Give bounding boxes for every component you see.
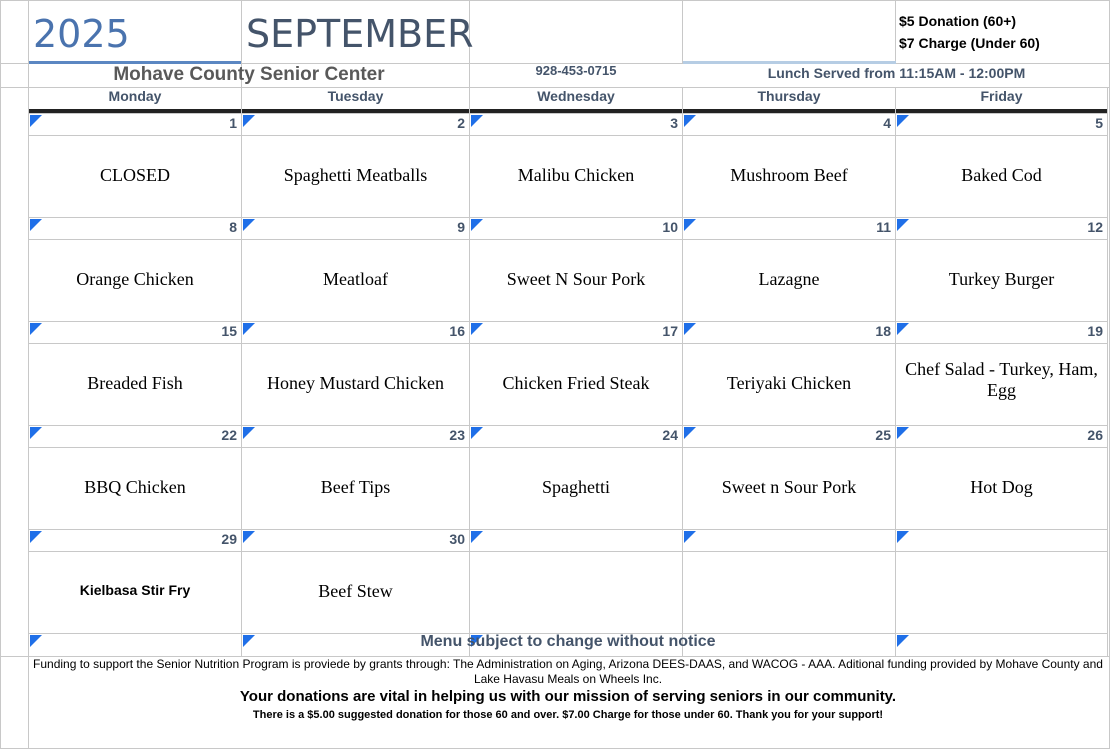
day-corner-marker — [471, 531, 483, 543]
grid-line — [28, 529, 1108, 530]
center-name: Mohave County Senior Center — [113, 64, 385, 85]
meal-item: Sweet n Sour Pork — [721, 477, 857, 497]
grid-line — [241, 88, 242, 656]
day-number: 11 — [876, 219, 891, 235]
day-number: 19 — [1087, 323, 1103, 339]
day-header-friday: Friday — [980, 88, 1023, 104]
day-number: 1 — [229, 115, 237, 131]
grid-line — [28, 447, 1108, 448]
day-number: 18 — [875, 323, 891, 339]
day-number: 3 — [670, 115, 678, 131]
day-number: 25 — [875, 427, 891, 443]
grid-line — [28, 113, 1108, 114]
day-number: 12 — [1087, 219, 1103, 235]
meal-item: Teriyaki Chicken — [726, 373, 852, 393]
meal-item: Breaded Fish — [87, 373, 183, 393]
day-number: 10 — [662, 219, 678, 235]
grid-line — [895, 0, 896, 64]
meal-item: Sweet N Sour Pork — [506, 269, 646, 289]
charge-line: $7 Charge (Under 60) — [899, 35, 1040, 51]
donation-message: Your donations are vital in helping us with our mission of serving seniors in our community. — [239, 688, 897, 705]
phone-number: 928-453-0715 — [535, 63, 617, 78]
meal-item: Lazagne — [758, 269, 820, 289]
meal-item: Honey Mustard Chicken — [267, 373, 444, 393]
meal-item: Chicken Fried Steak — [502, 373, 650, 393]
day-number: 22 — [221, 427, 237, 443]
day-header-monday: Monday — [108, 88, 162, 104]
meal-item: Chef Salad - Turkey, Ham, Egg — [905, 359, 1098, 400]
meal-item: Spaghetti Meatballs — [283, 165, 428, 185]
grid-line — [28, 551, 1108, 552]
day-header-thursday: Thursday — [757, 88, 821, 104]
day-number: 2 — [457, 115, 465, 131]
day-corner-marker — [897, 531, 909, 543]
donation-info — [899, 10, 1040, 54]
meal-item: Beef Stew — [318, 581, 393, 601]
meal-item: BBQ Chicken — [84, 477, 186, 497]
meal-item: Meatloaf — [323, 269, 388, 289]
grid-line — [28, 217, 1108, 218]
grid-line — [28, 321, 1108, 322]
day-number: 29 — [221, 531, 237, 547]
day-number: 30 — [449, 531, 465, 547]
day-corner-marker — [684, 531, 696, 543]
suggested-donation-text: There is a $5.00 suggested donation for those 60 and over. $7.00 Charge for those under 60. Thank you for your support! — [252, 709, 884, 721]
day-number: 17 — [662, 323, 678, 339]
donation-line: $5 Donation (60+) — [899, 13, 1017, 29]
meal-item: Mushroom Beef — [730, 165, 848, 185]
meal-item: Baked Cod — [961, 165, 1042, 185]
day-number: 15 — [221, 323, 237, 339]
grid-line — [682, 0, 683, 64]
grid-line — [28, 239, 1108, 240]
day-header-wednesday: Wednesday — [537, 88, 615, 104]
grid-line — [1107, 88, 1108, 656]
day-number: 16 — [449, 323, 465, 339]
meal-item: Beef Tips — [320, 477, 391, 497]
meal-item: Spaghetti — [542, 477, 610, 497]
grid-line — [469, 88, 470, 656]
year-title: 2025 — [33, 12, 130, 56]
day-number: 8 — [229, 219, 237, 235]
grid-line — [28, 343, 1108, 344]
grid-line — [28, 135, 1108, 136]
grid-line — [28, 425, 1108, 426]
meal-item: Hot Dog — [970, 477, 1033, 497]
day-header-tuesday: Tuesday — [327, 88, 384, 104]
header-underline — [683, 61, 896, 64]
meal-item: Orange Chicken — [76, 269, 194, 289]
meal-item: Kielbasa Stir Fry — [79, 582, 191, 598]
meal-item: Malibu Chicken — [517, 165, 635, 185]
menu-notice: Menu subject to change without notice — [420, 633, 716, 650]
day-number: 5 — [1095, 115, 1103, 131]
day-number: 24 — [662, 427, 678, 443]
day-number: 9 — [457, 219, 465, 235]
day-number: 26 — [1087, 427, 1103, 443]
funding-text: Funding to support the Senior Nutrition Program is proviede by grants through: The Administration on Aging, Arizona DEES-DAAS, and WACOG - AAA. Aditional funding provided by Mohave County and Lake Havasu Meals on Wheels Inc. — [33, 657, 1103, 686]
day-number: 4 — [883, 115, 891, 131]
meal-item: Turkey Burger — [948, 269, 1055, 289]
meal-item: CLOSED — [99, 165, 170, 185]
month-title: SEPTEMBER — [246, 12, 474, 56]
day-number: 23 — [449, 427, 465, 443]
lunch-hours: Lunch Served from 11:15AM - 12:00PM — [767, 65, 1026, 81]
grid-line — [682, 88, 683, 656]
grid-line — [895, 88, 896, 656]
